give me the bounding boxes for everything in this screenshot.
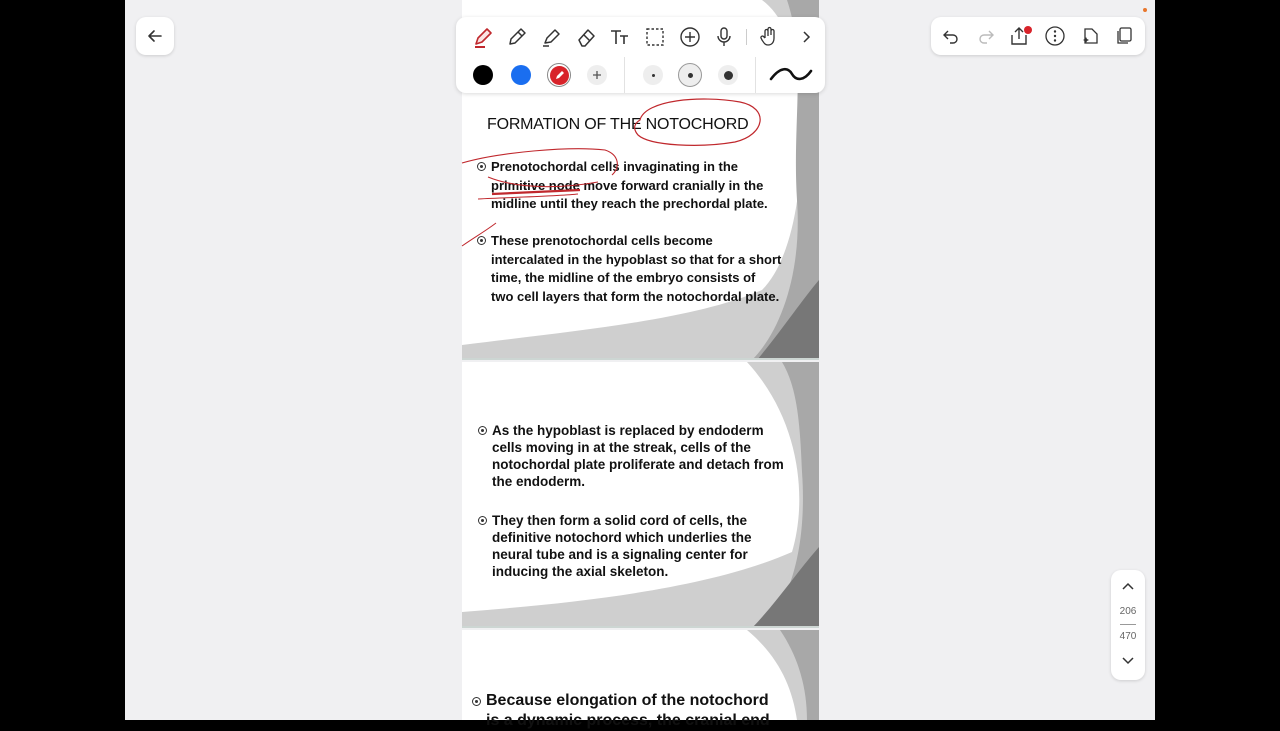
bullet-line: the endoderm. <box>492 474 586 489</box>
bullet-line: inducing the axial skeleton. <box>492 564 669 579</box>
edit-color-icon <box>554 70 565 81</box>
bullet-line: midline until they reach the prechordal plate. <box>491 196 768 212</box>
highlighter-tool[interactable] <box>537 23 565 51</box>
toolbar-expand-button[interactable] <box>792 23 820 51</box>
bullet-line: intercalated in the hypoblast so that for a short <box>491 251 782 267</box>
bullet-line: time, the midline of the embryo consists of <box>491 270 756 286</box>
bullet-line: cells moving in at the streak, cells of the <box>492 440 751 455</box>
stroke-size-large[interactable] <box>718 65 738 85</box>
toolbar-divider <box>624 57 625 93</box>
page-divider <box>1120 624 1136 625</box>
hand-tool[interactable] <box>755 23 783 51</box>
ai-sparkle-button[interactable] <box>1076 22 1104 50</box>
chevron-right-icon <box>799 30 813 44</box>
bullet-line: They then form a solid cord of cells, the <box>492 513 748 528</box>
chevron-down-icon <box>1121 655 1135 667</box>
color-blue[interactable] <box>511 65 531 85</box>
stroke-size-medium-selected[interactable] <box>678 63 702 87</box>
bullet-line: These prenotochordal cells become <box>491 233 713 248</box>
color-red-selected[interactable] <box>547 63 571 87</box>
add-color-button[interactable] <box>587 65 607 85</box>
undo-icon <box>942 27 960 45</box>
bullet-line: is a dynamic process, the cranial end <box>486 712 770 729</box>
pages-icon <box>1114 26 1134 46</box>
bullet-line: Prenotochordal cells invaginating in the <box>491 159 739 174</box>
eraser-icon <box>575 26 597 48</box>
stroke-size-small[interactable] <box>643 65 663 85</box>
redo-icon <box>977 27 995 45</box>
slide-title: FORMATION OF THE NOTOCHORD <box>487 116 749 133</box>
lasso-select-tool[interactable] <box>641 23 669 51</box>
document-toolbar <box>931 17 1145 55</box>
undo-button[interactable] <box>937 22 965 50</box>
bullet-line: definitive notochord which underlies the <box>492 530 752 545</box>
more-button[interactable] <box>1041 22 1069 50</box>
pen-tool[interactable] <box>469 23 497 51</box>
toolbar-divider <box>746 29 747 45</box>
plus-icon <box>592 70 602 80</box>
add-icon <box>679 26 701 48</box>
chevron-up-icon <box>1121 580 1135 592</box>
microphone-tool[interactable] <box>710 23 738 51</box>
pencil-tool[interactable] <box>503 23 531 51</box>
highlighter-icon <box>540 26 562 48</box>
color-black[interactable] <box>473 65 493 85</box>
more-icon <box>1044 25 1066 47</box>
bullet-line: Because elongation of the notochord <box>486 692 769 709</box>
lasso-select-icon <box>644 26 666 48</box>
drawing-toolbar <box>456 17 825 93</box>
bullet-line: As the hypoblast is replaced by endoderm <box>492 423 764 438</box>
export-icon <box>1009 25 1033 47</box>
redo-button[interactable] <box>972 22 1000 50</box>
bullet-line: primitive node move forward cranially in the <box>491 177 764 193</box>
page-down-button[interactable] <box>1118 655 1138 671</box>
bullet-line: two cell layers that form the notochordal plate. <box>491 289 780 305</box>
export-button[interactable] <box>1007 22 1035 50</box>
page-up-button[interactable] <box>1118 580 1138 596</box>
text-icon <box>609 26 631 48</box>
total-pages: 470 <box>1119 631 1137 642</box>
stroke-style-icon <box>768 63 814 87</box>
microphone-icon <box>713 26 735 48</box>
pencil-icon <box>506 26 528 48</box>
toolbar-divider <box>755 57 756 93</box>
hand-icon <box>758 26 780 48</box>
pages-button[interactable] <box>1110 22 1138 50</box>
current-page: 206 <box>1119 606 1137 617</box>
page-navigator <box>1111 570 1145 680</box>
text-tool[interactable] <box>606 23 634 51</box>
bullet-line: neural tube and is a signaling center for <box>492 547 748 562</box>
pen-icon <box>472 26 494 48</box>
eraser-tool[interactable] <box>572 23 600 51</box>
stroke-style-button[interactable] <box>768 63 814 87</box>
add-element-tool[interactable] <box>676 23 704 51</box>
ai-sparkle-icon <box>1080 26 1100 46</box>
bullet-line: notochordal plate proliferate and detach from <box>492 457 784 472</box>
